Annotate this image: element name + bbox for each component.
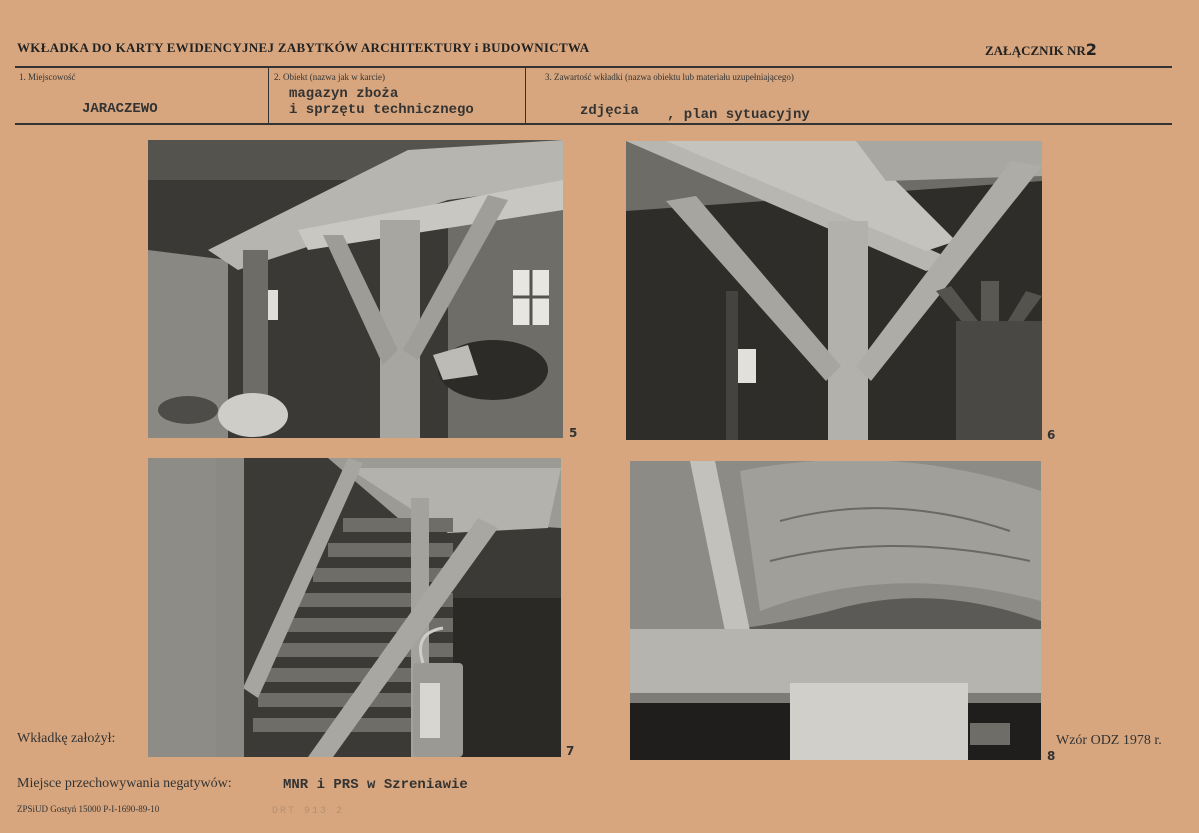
photo-6-number: 6 [1047, 428, 1056, 442]
photo-7-staircase [148, 458, 561, 757]
content-value-photos: zdjęcia [580, 103, 639, 119]
inserted-by-label: Wkładkę założył: [17, 731, 116, 746]
form-title: WKŁADKA DO KARTY EWIDENCYJNEJ ZABYTKÓW ARCHITEKTURY i BUDOWNICTWA [17, 40, 590, 55]
photo-5-number: 5 [569, 426, 578, 440]
content-label: 3. Zawartość wkładki (nazwa obiektu lub materiału uzupełniającego) [545, 72, 794, 82]
header-rule-top [15, 66, 1172, 68]
object-label: 2. Obiekt (nazwa jak w karcie) [274, 72, 385, 82]
photo-8-number: 8 [1047, 749, 1056, 763]
photo-6-roof-truss [626, 141, 1042, 440]
photo-5-attic-post [148, 140, 563, 438]
content-value-plan: , plan sytuacyjny [667, 107, 810, 123]
field-divider-1 [268, 67, 269, 123]
header-rule-bottom [15, 123, 1172, 125]
negatives-label: Miejsce przechowywania negatywów: [17, 776, 232, 791]
annex-number: 2 [1085, 40, 1097, 59]
object-value-line-1: magazyn zboża [289, 86, 399, 102]
template-label: Wzór ODZ 1978 r. [1056, 733, 1162, 748]
faded-stamp: DRT 913 2 [272, 806, 345, 817]
annex-label-text: ZAŁĄCZNIK NR [985, 43, 1086, 58]
print-info: ZPSiUD Gostyń 15000 P-I-1690-89-10 [17, 804, 160, 814]
object-value-line-2: i sprzętu technicznego [289, 102, 474, 118]
field-divider-2 [525, 67, 526, 123]
photo-8-brick-vault [630, 461, 1041, 760]
annex-label [985, 40, 1097, 59]
negatives-value: MNR i PRS w Szreniawie [283, 777, 468, 793]
locality-value: JARACZEWO [82, 101, 158, 117]
photo-7-number: 7 [566, 744, 575, 758]
locality-label: 1. Miejscowość [19, 72, 76, 82]
